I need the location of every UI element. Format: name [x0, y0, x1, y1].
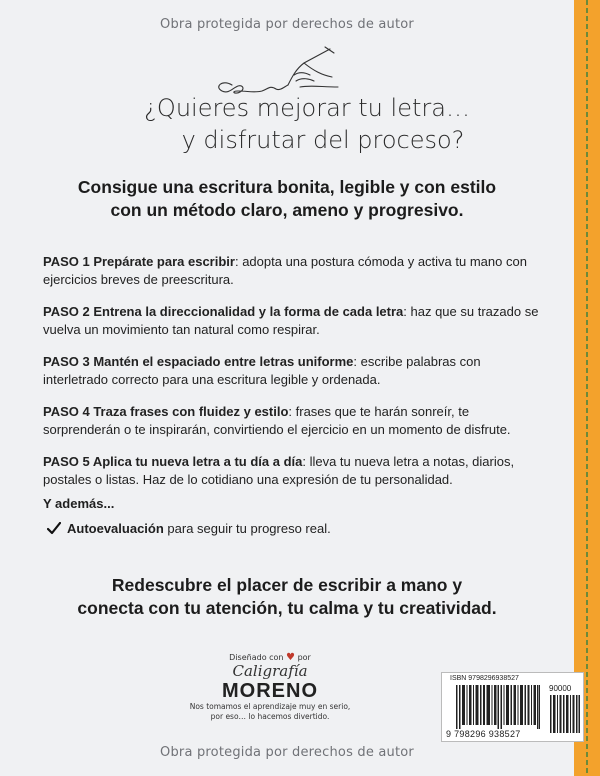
extras-item [47, 521, 331, 536]
extras-item-bold: Autoevaluación [67, 521, 164, 536]
step-3 [43, 353, 543, 388]
closing-line-1: Redescubre el placer de escribir a mano y [111, 575, 463, 595]
step-2 [43, 303, 543, 338]
step-title: PASO 5 Aplica tu nueva letra a tu día a día [43, 454, 303, 469]
heart-icon: ♥ [286, 652, 296, 663]
steps-list [43, 253, 543, 503]
headline-line-1: ¿Quieres mejorar tu letra… [144, 94, 470, 122]
step-title: PASO 3 Mantén el espaciado entre letras uniforme [43, 354, 354, 369]
step-text: : escribe palabras con interletrado correcto para una escritura legible y ordenada. [43, 354, 481, 387]
subtitle-line-1: Consigue una escritura bonita, legible y con estilo [77, 177, 497, 197]
step-text: : adopta una postura cómoda y activa tu mano con ejercicios breves de preescritura. [43, 254, 527, 287]
step-text: : frases que te harán sonreír, te sorprenderán o te inspirarán, convirtiendo el ejercicio en un momento de disfrute. [43, 404, 511, 437]
step-text: : haz que su trazado se vuelva un movimiento tan natural como respirar. [43, 304, 539, 337]
copyright-watermark-top: Obra protegida por derechos de autor [160, 17, 414, 32]
copyright-watermark-bottom: Obra protegida por derechos de autor [160, 745, 414, 760]
logo-tagline-2: por eso… lo hacemos divertido. [210, 712, 330, 721]
addon-price-code: 90000 [549, 684, 572, 693]
checkmark-icon [47, 522, 61, 535]
step-1 [43, 253, 543, 288]
step-text: : lleva tu nueva letra a notas, diarios, postales o listas. Haz de lo cotidiano una expresión de tu personalidad. [43, 454, 515, 487]
step-title: PASO 4 Traza frases con fluidez y estilo [43, 404, 289, 419]
designed-prefix: Diseñado con [229, 653, 284, 662]
step-5 [43, 453, 543, 488]
subtitle [0, 176, 574, 222]
headline [0, 92, 574, 156]
extras-item-text: para seguir tu progreso real. [163, 521, 331, 536]
closing-statement [0, 574, 574, 620]
step-title: PASO 1 Prepárate para escribir [43, 254, 235, 269]
extras-heading: Y además... [43, 496, 115, 511]
step-title: PASO 2 Entrena la direccionalidad y la forma de cada letra [43, 304, 404, 319]
book-spine-strip [574, 0, 600, 776]
designed-suffix: por [297, 653, 311, 662]
logo-tagline-1: Nos tomamos el aprendizaje muy en serio, [189, 702, 351, 711]
publisher-logo [170, 652, 370, 722]
headline-line-2: y disfrutar del proceso? [181, 126, 465, 154]
barcode-digits: 9 798296 938527 [446, 729, 521, 739]
subtitle-line-2: con un método claro, ameno y progresivo. [110, 200, 464, 220]
spine-dashed-line [586, 0, 588, 776]
closing-line-2: conecta con tu atención, tu calma y tu creatividad. [77, 598, 497, 618]
step-4 [43, 403, 543, 438]
isbn-barcode [441, 672, 584, 742]
isbn-label: ISBN 9798296938527 [450, 675, 519, 682]
logo-brand: MORENO [222, 680, 318, 702]
addon-barcode-icon [550, 695, 580, 733]
barcode-bars-icon [456, 685, 540, 729]
logo-script: Caligrafía [232, 662, 308, 680]
